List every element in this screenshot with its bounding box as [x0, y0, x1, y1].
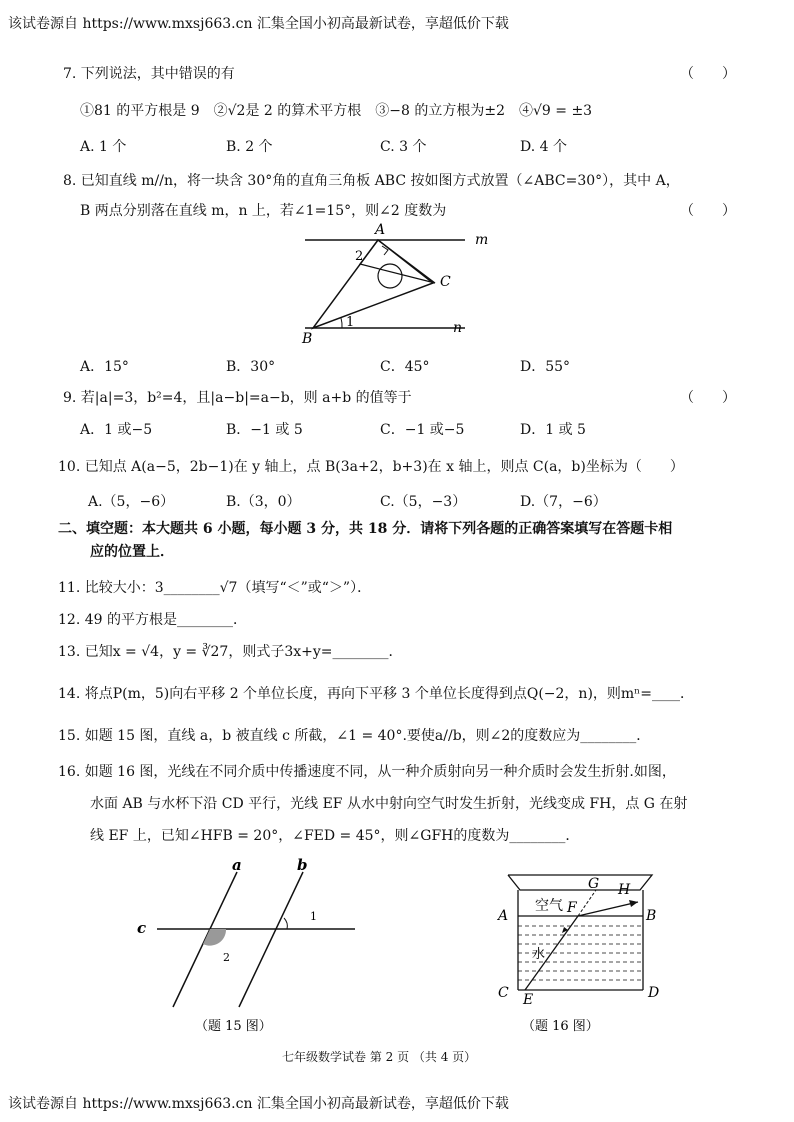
q7-option-a: A. 1 个 — [80, 139, 127, 155]
q7-option-d: D. 4 个 — [520, 139, 567, 155]
q10-option-b: B.（3，0） — [226, 494, 301, 510]
q14: 14. 将点P(m，5)向右平移 2 个单位长度，再向下平移 3 个单位长度得到点Q(−2，n)，则mⁿ=____． — [58, 686, 694, 702]
q9-option-b: B．−1 或 5 — [226, 422, 303, 438]
fig16-caption: （题 16 图） — [522, 1019, 599, 1034]
label-angle2: 2 — [355, 249, 364, 264]
label-f: F — [567, 900, 577, 916]
q7-option-b: B. 2 个 — [226, 139, 273, 155]
label-g: G — [588, 876, 600, 892]
label-b: B — [646, 908, 657, 924]
q13: 13. 已知x = √4，y = ∛27，则式子3x+y=________． — [58, 644, 403, 660]
figure-15 — [125, 852, 365, 1037]
q9-option-d: D．1 或 5 — [520, 422, 586, 438]
q8-option-b: B．30° — [226, 359, 276, 375]
label-a: A — [375, 222, 386, 238]
q8-paren: （ ） — [680, 203, 736, 219]
angle2-shade — [203, 929, 226, 946]
q12: 12. 49 的平方根是________． — [58, 612, 247, 628]
triangle-hole — [378, 264, 402, 288]
line-b — [239, 872, 303, 1007]
q10-option-d: D.（7，−6） — [520, 494, 607, 510]
label-e: E — [523, 992, 534, 1008]
label-air: 空气 — [535, 898, 563, 914]
q8-figure — [290, 218, 500, 348]
q16-line3: 线 EF 上，已知∠HFB = 20°，∠FED = 45°，则∠GFH的度数为________． — [90, 828, 580, 844]
q10-option-a: A.（5，−6） — [88, 494, 175, 510]
q11: 11. 比较大小：3________√7（填写“＜”或“＞”）． — [58, 580, 372, 596]
q10-option-c: C.（5，−3） — [380, 494, 467, 510]
label-water: 水 — [532, 947, 546, 962]
arrowhead-h — [629, 900, 638, 907]
q8-option-a: A．15° — [80, 359, 129, 375]
q8-line1: 8. 已知直线 m//n，将一块含 30°角的直角三角板 ABC 按如图方式放置（∠ABC=30°），其中 A， — [63, 173, 680, 189]
label-c: C — [498, 985, 509, 1001]
q7-option-c: C. 3 个 — [380, 139, 427, 155]
label-h: H — [618, 882, 631, 898]
triangle-abc — [313, 240, 433, 328]
q8-option-c: C．45° — [380, 359, 430, 375]
q7-stem: 7. 下列说法，其中错误的有 — [63, 66, 235, 82]
line-a — [173, 872, 237, 1007]
label-n: n — [453, 320, 463, 336]
q15: 15. 如题 15 图，直线 a，b 被直线 c 所截，∠1 = 40°.要使a//b，则∠2的度数应为________． — [58, 728, 651, 744]
label-c: C — [440, 274, 451, 290]
q8-option-d: D．55° — [520, 359, 571, 375]
source-header: 该试卷源自 https://www.mxsj663.cn 汇集全国小初高最新试卷，享超低价下载 — [8, 16, 509, 32]
q9-option-a: A．1 或−5 — [80, 422, 153, 438]
q7-statements: ①81 的平方根是 9 ②√2是 2 的算术平方根 ③−8 的立方根为±2 ④√9 = ±3 — [80, 103, 593, 119]
label-a: a — [232, 856, 242, 874]
label-m: m — [475, 232, 489, 248]
angle1-arc — [284, 918, 287, 929]
q9-paren: （ ） — [680, 390, 736, 406]
label-d: D — [648, 985, 660, 1001]
ray-fh — [578, 902, 638, 916]
q9-option-c: C．−1 或−5 — [380, 422, 465, 438]
page-footer: 七年级数学试卷 第 2 页 （共 4 页） — [282, 1050, 477, 1064]
fig15-caption: （题 15 图） — [195, 1019, 272, 1034]
section2-heading-cont: 应的位置上． — [90, 544, 174, 560]
q16-line2: 水面 AB 与水杯下沿 CD 平行，光线 EF 从水中射向空气时发生折射，光线变成 FH，点 G 在射 — [90, 796, 688, 812]
section2-heading: 二、填空题：本大题共 6 小题，每小题 3 分，共 18 分．请将下列各题的正确答案填写在答题卡相 — [58, 521, 673, 537]
source-footer: 该试卷源自 https://www.mxsj663.cn 汇集全国小初高最新试卷，享超低价下载 — [8, 1096, 509, 1112]
angle1-arc — [341, 318, 342, 328]
q16-line1: 16. 如题 16 图，光线在不同介质中传播速度不同，从一种介质射向另一种介质时会发生折射.如图， — [58, 764, 676, 780]
label-b: B — [302, 331, 313, 347]
q7-paren: （ ） — [680, 66, 736, 82]
label-angle1: 1 — [346, 315, 355, 330]
label-c: c — [137, 919, 147, 937]
label-b: b — [297, 856, 308, 874]
cup-rim — [508, 875, 652, 890]
q10-stem: 10. 已知点 A(a−5，2b−1)在 y 轴上，点 B(3a+2，b+3)在 x 轴上，则点 C(a，b)坐标为（ ） — [58, 459, 684, 475]
figure-16 — [490, 870, 670, 1035]
q8-line2: B 两点分别落在直线 m，n 上，若∠1=15°，则∠2 度数为 — [80, 203, 447, 219]
label-angle1: 1 — [310, 910, 317, 923]
label-angle2: 2 — [223, 951, 230, 964]
q9-stem: 9. 若|a|=3，b²=4，且|a−b|=a−b，则 a+b 的值等于 — [63, 390, 412, 406]
label-a: A — [498, 908, 509, 924]
